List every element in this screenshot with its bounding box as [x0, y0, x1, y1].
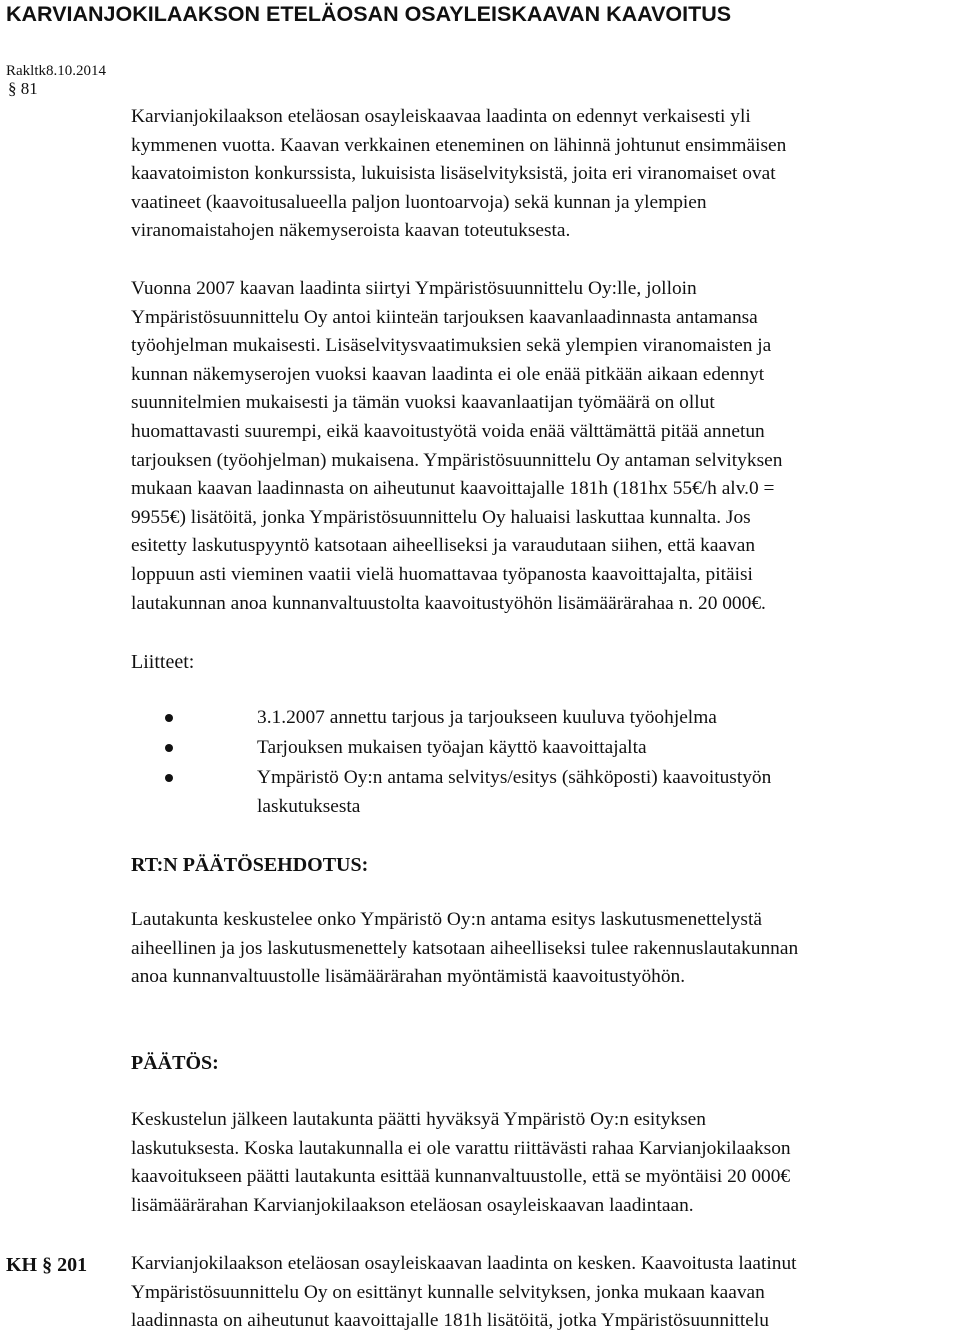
document-title: KARVIANJOKILAAKSON ETELÄOSAN OSAYLEISKAAVAN KAAVOITUS: [6, 2, 732, 26]
paragraph-line: esitetty laskutuspyyntö katsotaan aiheelliseksi ja varaudutaan siihen, että kaavan: [131, 535, 756, 557]
paragraph-line: Vuonna 2007 kaavan laadinta siirtyi Ympäristösuunnittelu Oy:lle, jolloin: [131, 278, 697, 299]
attachment-text: [257, 734, 957, 763]
paragraph-line: laskutuksesta. Koska lautakunnalla ei ole varattu riittävästi rahaa Karvianjokilaakson: [131, 1137, 791, 1159]
attachments-heading: Liitteet:: [131, 651, 195, 673]
paragraph-line: laadinnasta on aiheutunut kaavoittajalle 181h lisätöitä, jotka Ympäristösuunnittelu: [131, 1310, 769, 1332]
cost-paragraph: [131, 275, 960, 618]
kh-paragraph: [131, 1250, 960, 1336]
paragraph-line: kunnan näkemyserojen vuoksi kaavan laadinta ei ole enää pitkään aikaan edennyt: [131, 363, 765, 385]
paragraph-line: Karvianjokilaakson eteläosan osayleiskaavan laadinta on kesken. Kaavoitusta laatinut: [131, 1253, 797, 1274]
attachment-line: 3.1.2007 annettu tarjous ja tarjoukseen kuuluva työohjelma: [257, 707, 717, 728]
paragraph-line: tarjouksen (työohjelman) mukaisena. Ympäristösuunnittelu Oy antaman selvityksen: [131, 449, 783, 471]
paragraph-line: kaavatoimiston konkurssista, lukuisista lisäselvityksistä, joita eri viranomaiset ovat: [131, 163, 776, 185]
paragraph-line: Karvianjokilaakson eteläosan osayleiskaavaa laadinta on edennyt verkaisesti yli: [131, 106, 751, 127]
paragraph-line: kaavoitukseen päätti lautakunta esittää kunnanvaltuustolle, että se myöntäisi 20 000€: [131, 1166, 791, 1188]
section-number: 81: [20, 79, 38, 98]
attachment-line: laskutuksesta: [257, 795, 361, 817]
paragraph-line: 9955€) lisätöitä, jonka Ympäristösuunnittelu Oy haluaisi laskuttaa kunnalta. Jos: [131, 506, 751, 528]
paragraph-line: suunnitelmien mukaisesti ja tämän vuoksi kaavanlaatijan työmäärä on ollut: [131, 392, 715, 414]
paragraph-line: Keskustelun jälkeen lautakunta päätti hyväksyä Ympäristö Oy:n esityksen: [131, 1109, 706, 1130]
attachment-text: [257, 764, 957, 821]
paragraph-line: mukaan kaavan laadinnasta on aiheutunut kaavoittajalle 181h (181hx 55€/h alv.0 =: [131, 478, 775, 500]
paragraph-line: lisämäärärahan Karvianjokilaakson eteläosan osayleiskaavan laadintaan.: [131, 1194, 694, 1216]
paragraph-line: huomattavasti suurempi, eikä kaavoitustyötä voida enää välttämättä pitää annetun: [131, 420, 765, 442]
paragraph-line: Ympäristösuunnittelu Oy antoi kiinteän tarjouksen kaavanlaadinnasta antamansa: [131, 306, 758, 328]
paragraph-line: Lautakunta keskustelee onko Ympäristö Oy:n antama esitys laskutusmenettelystä: [131, 909, 762, 930]
decision-heading: PÄÄTÖS:: [131, 1052, 219, 1074]
paragraph-line: Ympäristösuunnittelu Oy on esittänyt kunnalle selvityksen, jonka mukaan kaavan: [131, 1281, 765, 1303]
bullet-icon: [165, 744, 173, 752]
section-number-block: [8, 79, 38, 99]
paragraph-line: kymmenen vuotta. Kaavan verkkainen eteneminen on lähinnä johtunut ensimmäisen: [131, 134, 787, 156]
background-paragraph: [131, 103, 960, 246]
paragraph-line: vaatineet (kaavoitusalueella paljon luontoarvoja) sekä kunnan ja ylempien: [131, 191, 707, 213]
meeting-reference: Rakltk8.10.2014: [6, 63, 106, 79]
paragraph-line: loppuun asti vieminen vaatii vielä huomattavaa työpanosta kaavoittajalta, pitäisi: [131, 563, 753, 585]
attachment-line: Ympäristö Oy:n antama selvitys/esitys (sähköposti) kaavoitustyön: [257, 767, 772, 788]
attachment-line: Tarjouksen mukaisen työajan käyttö kaavoittajalta: [257, 737, 647, 758]
paragraph-line: lautakunnan anoa kunnanvaltuustolta kaavoitustyöhön lisämäärärahaa n. 20 000€.: [131, 592, 766, 614]
paragraph-line: viranomaistahojen näkemyseroista kaavan toteutuksesta.: [131, 220, 571, 242]
kh-section-label: KH § 201: [6, 1254, 88, 1276]
proposal-heading: RT:N PÄÄTÖSEHDOTUS:: [131, 854, 369, 876]
decision-paragraph: [131, 1106, 960, 1220]
bullet-icon: [165, 774, 173, 782]
bullet-icon: [165, 714, 173, 722]
proposal-paragraph: [131, 906, 960, 992]
paragraph-line: anoa kunnanvaltuustolle lisämäärärahan myöntämistä kaavoitustyöhön.: [131, 966, 686, 988]
paragraph-line: työohjelman mukaisesti. Lisäselvitysvaatimuksien sekä ylempien viranomaisten ja: [131, 335, 772, 357]
attachment-text: [257, 704, 957, 733]
section-symbol: §: [8, 79, 17, 98]
paragraph-line: aiheellinen ja jos laskutusmenettely katsotaan aiheelliseksi tulee rakennuslautakunnan: [131, 937, 799, 959]
